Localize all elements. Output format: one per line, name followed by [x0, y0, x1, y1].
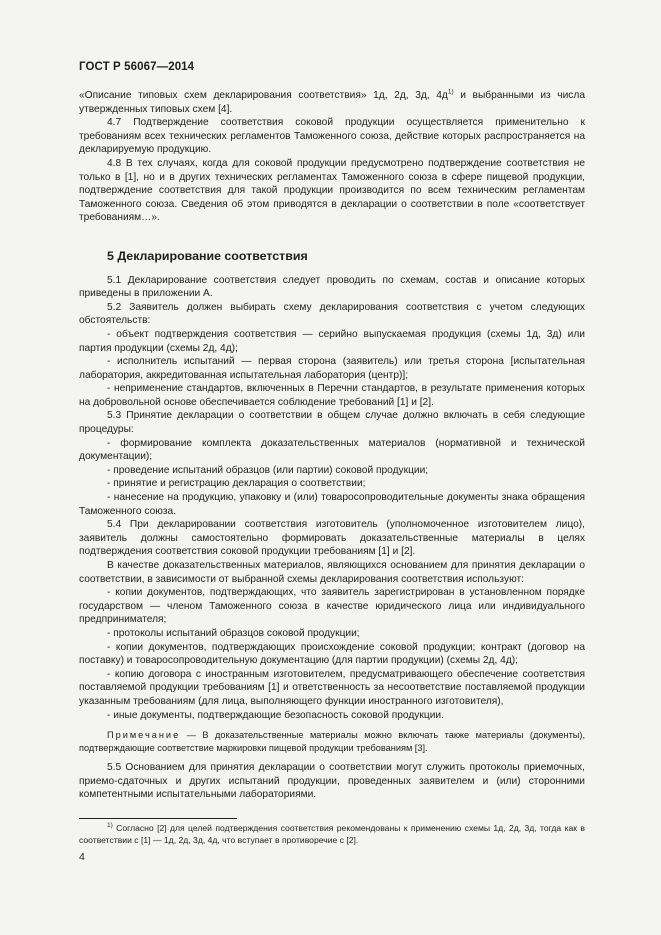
paragraph — [79, 437, 585, 464]
footnote-mark: 1) — [107, 822, 113, 830]
document-header: ГОСТ Р 56067—2014 — [79, 61, 195, 73]
paragraph — [79, 627, 585, 641]
paragraph — [79, 116, 585, 157]
paragraph — [79, 409, 585, 436]
paragraph-text: - неприменение стандартов, включенных в Перечни стандартов, в результате применения которых на добровольной основе обеспечивается соблюдение требований [1] и [2]. — [79, 383, 585, 408]
paragraph-text: 5.2 Заявитель должен выбирать схему декларирования соответствия с учетом следующих обстоятельств: — [79, 301, 585, 327]
paragraph — [79, 761, 585, 802]
paragraph — [79, 157, 585, 225]
paragraph — [79, 328, 585, 355]
note-label: Примечание — [107, 730, 181, 741]
paragraph — [79, 464, 585, 478]
footnote-reference: 1) — [447, 88, 454, 96]
note-text: — В доказательственные материалы можно включать также материалы (документы), подтверждающие соответствие маркировки пищевой продукции требованиям [3]. — [79, 730, 585, 753]
paragraph — [79, 477, 585, 491]
spacer — [79, 225, 585, 239]
paragraph-text: - копии документов, подтверждающих, что заявитель зарегистрирован в установленном порядке государством — членом Таможенного союза в качестве юридического лица или индивидуального предпринимателя; — [79, 587, 585, 626]
paragraph-text: - протоколы испытаний образцов соковой продукции; — [107, 627, 360, 639]
paragraph — [79, 301, 585, 328]
paragraph — [79, 641, 585, 668]
paragraph-text: 4.7 Подтверждение соответствия соковой продукции осуществляется применительно к требованиям всех технических регламентов Таможенного союза, действие которых распространяется на декларируемую продукцию. — [79, 117, 585, 156]
footnote-text — [79, 823, 585, 846]
paragraph-text: - формирование комплекта доказательственных материалов (нормативной и технической документации); — [79, 437, 585, 463]
paragraph — [79, 586, 585, 627]
paragraph-text: - иные документы, подтверждающие безопасность соковой продукции. — [107, 709, 444, 721]
paragraph — [79, 518, 585, 559]
paragraph-text: 5.3 Принятие декларации о соответствии в общем случае должно включать в себя следующие процедуры: — [79, 410, 585, 436]
paragraph-text: - копии документов, подтверждающих происхождение соковой продукции; контракт (договор на поставку) и товаросопроводительную документацию (для партии продукции) (схемы 2д, 4д); — [79, 641, 585, 667]
footnote — [79, 823, 585, 846]
paragraph-text: - копию договора с иностранным изготовителем, предусматривающего обеспечение соответствия поставляемой продукции требованиям [1] и ответственность за несоответствие поставляемой продукции указанным требованиям (для лица, выполняющего функции иностранного изготовителя), — [79, 668, 585, 707]
paragraph — [79, 89, 585, 116]
paragraph-text: - принятие и регистрацию декларация о соответствии; — [107, 478, 366, 490]
paragraph — [79, 382, 585, 409]
paragraph — [79, 355, 585, 382]
paragraph-text: - нанесение на продукцию, упаковку и (или) товаросопроводительные документы знака обращения Таможенного союза. — [79, 492, 585, 517]
paragraph-text: 4.8 В тех случаях, когда для соковой продукции предусмотрено подтверждение соответствия не только в [1], но и в других технических регламентах Таможенного союза в сфере пищевой продукции, подтверждение соответствия для такой продукции производится по всем техническим регламентам Таможенного союза. Сведения об этом приводятся в декларации о соответствии в поле «соответствует требованиям…». — [79, 157, 585, 224]
paragraph — [79, 274, 585, 301]
footnote-divider — [79, 818, 237, 819]
footnote-body: Согласно [2] для целей подтверждения соответствия рекомендованы к применению схемы 1д, 2д, 3д, тогда как в соответствии с [1] — 1д, 2д, 3д, 4д, что вступает в противоречие с [2]. — [79, 823, 585, 845]
paragraph — [79, 559, 585, 586]
paragraph — [79, 668, 585, 709]
note — [79, 729, 585, 754]
paragraph-text: 5.5 Основанием для принятия декларации о соответствии могут служить протоколы приемочных, приемо-сдаточных и других испытаний продукции, проведенных заявителем и (или) сторонними компетентными испытательными лабораториями. — [79, 761, 585, 801]
document-body — [79, 89, 585, 802]
paragraph-text: В качестве доказательственных материалов, являющихся основанием для принятия декларации о соответствии, в зависимости от выбранной схемы декларирования соответствия используют: — [79, 560, 585, 585]
section-heading: 5 Декларирование соответствия — [107, 248, 308, 263]
paragraph-text: и выбранными из числа утвержденных типовых схем [4]. — [79, 90, 585, 115]
paragraph-text: - исполнитель испытаний — первая сторона (заявитель) или третья сторона [испытательная лаборатория, аккредитованная испытательная лаборатория (центр)]; — [79, 356, 585, 381]
page-number: 4 — [79, 851, 85, 863]
paragraph-text: «Описание типовых схем декларирования соответствия» 1д, 2д, 3д, 4д — [79, 90, 448, 101]
paragraph — [79, 709, 585, 723]
paragraph-text: - объект подтверждения соответствия — серийно выпускаемая продукция (схемы 1д, 3д) или партия продукции (схемы 2д, 4д); — [79, 328, 585, 354]
paragraph-text: - проведение испытаний образцов (или партии) соковой продукции; — [107, 464, 429, 476]
paragraph-text: 5.4 При декларировании соответствия изготовитель (уполномоченное изготовителем лицо), заявитель должны самостоятельно формировать доказательственные материалы в целях подтверждения соответствия соковой продукции требованиям [1] и [2]. — [79, 519, 585, 558]
paragraph — [79, 491, 585, 518]
paragraph-text: 5.1 Декларирование соответствия следует проводить по схемам, состав и описание которых приведены в приложении А. — [79, 274, 585, 300]
